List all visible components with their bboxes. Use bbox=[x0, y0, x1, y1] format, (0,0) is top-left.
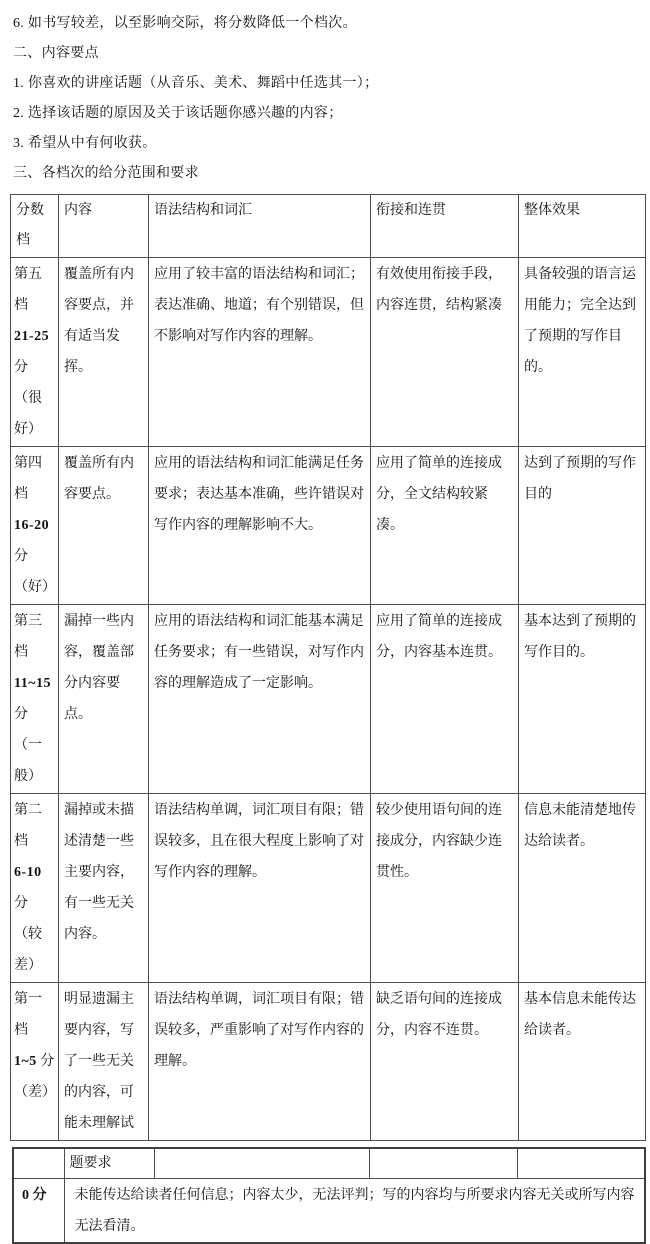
grammar-cell: 应用的语法结构和词汇能基本满足任务要求；有一些错误，对写作内容的理解造成了一定影响。 bbox=[149, 605, 371, 794]
tier-score-number: 16-20 bbox=[14, 518, 50, 533]
rubric-table bbox=[10, 194, 646, 1141]
intro-point-2: 2. 选择该话题的原因及关于该话题你感兴趣的内容； bbox=[13, 106, 343, 121]
tier-score bbox=[14, 1046, 55, 1077]
tier-score-unit: 分 bbox=[36, 1054, 55, 1069]
empty-cell bbox=[517, 1148, 645, 1179]
column-header-overall: 整体效果 bbox=[519, 195, 646, 258]
tier-cell-band2 bbox=[11, 794, 59, 983]
content-cell: 漏掉一些内容，覆盖部分内容要点。 bbox=[59, 605, 149, 794]
content-cell: 覆盖所有内容要点。 bbox=[59, 447, 149, 605]
tier-cell-band4 bbox=[11, 447, 59, 605]
tier-cell-band3 bbox=[11, 605, 59, 794]
cohesion-cell: 缺乏语句间的连接成分，内容不连贯。 bbox=[371, 983, 519, 1141]
overall-cell: 信息未能清楚地传达给读者。 bbox=[519, 794, 646, 983]
overall-cell: 具备较强的语言运用能力；完全达到了预期的写作目的。 bbox=[519, 258, 646, 447]
tier-name: 第四档 bbox=[14, 456, 42, 502]
requirement-cell: 题要求 bbox=[64, 1148, 154, 1179]
cohesion-cell: 有效使用衔接手段，内容连贯，结构紧凑 bbox=[371, 258, 519, 447]
zero-score-row bbox=[13, 1179, 645, 1244]
tier-score bbox=[14, 321, 55, 352]
zero-score-description-cell: 未能传达给读者任何信息；内容太少，无法评判；写的内容均与所要求内容无关或所写内容无法看清。 bbox=[64, 1179, 645, 1244]
tier-qualifier: 分（好） bbox=[14, 549, 56, 595]
intro-line-handwriting-note: 6. 如书写较差，以至影响交际，将分数降低一个档次。 bbox=[13, 16, 357, 31]
column-header-cohesion: 衔接和连贯 bbox=[371, 195, 519, 258]
tier-score bbox=[14, 857, 55, 888]
empty-cell bbox=[369, 1148, 517, 1179]
rubric-header-row bbox=[11, 195, 646, 258]
intro-heading-score-bands: 三、各档次的给分范围和要求 bbox=[13, 166, 199, 181]
tier-qualifier: 分（较差） bbox=[14, 896, 42, 973]
tier-score bbox=[14, 668, 55, 699]
content-cell: 覆盖所有内容要点，并有适当发挥。 bbox=[59, 258, 149, 447]
tier-score-number: 1~5 bbox=[14, 1054, 37, 1069]
rubric-row-band5 bbox=[11, 258, 646, 447]
overall-cell: 基本信息未能传达给读者。 bbox=[519, 983, 646, 1141]
cohesion-cell: 应用了简单的连接成分，全文结构较紧凑。 bbox=[371, 447, 519, 605]
intro-point-1: 1. 你喜欢的讲座话题（从音乐、美术、舞蹈中任选其一）； bbox=[13, 76, 379, 91]
tier-qualifier: 分（很好） bbox=[14, 360, 42, 437]
tier-name: 第五档 bbox=[14, 267, 42, 313]
zero-score-table bbox=[12, 1147, 646, 1244]
intro-point-3: 3. 希望从中有何收获。 bbox=[13, 136, 157, 151]
column-header-grammar: 语法结构和词汇 bbox=[149, 195, 371, 258]
tier-cell-band1 bbox=[11, 983, 59, 1141]
column-header-score-band: 分数档 bbox=[11, 195, 59, 258]
empty-cell bbox=[154, 1148, 369, 1179]
grammar-cell: 语法结构单调，词汇项目有限；错误较多，且在很大程度上影响了对写作内容的理解。 bbox=[149, 794, 371, 983]
tier-cell-band5 bbox=[11, 258, 59, 447]
tier-score bbox=[14, 510, 55, 541]
tier-qualifier: （差） bbox=[14, 1085, 56, 1100]
rubric-row-band4 bbox=[11, 447, 646, 605]
grammar-cell: 应用了较丰富的语法结构和词汇；表达准确、地道；有个别错误，但不影响对写作内容的理解。 bbox=[149, 258, 371, 447]
content-cell: 明显遗漏主要内容，写了一些无关的内容，可能未理解试 bbox=[59, 983, 149, 1141]
tier-name: 第二档 bbox=[14, 803, 42, 849]
requirement-continuation-row bbox=[13, 1148, 645, 1179]
rubric-row-band3 bbox=[11, 605, 646, 794]
cohesion-cell: 较少使用语句间的连接成分，内容缺少连贯性。 bbox=[371, 794, 519, 983]
overall-cell: 基本达到了预期的写作目的。 bbox=[519, 605, 646, 794]
column-header-content: 内容 bbox=[59, 195, 149, 258]
empty-cell bbox=[13, 1148, 64, 1179]
tier-name: 第三档 bbox=[14, 614, 42, 660]
tier-score-number: 11~15 bbox=[14, 676, 52, 691]
rubric-row-band1 bbox=[11, 983, 646, 1141]
overall-cell: 达到了预期的写作目的 bbox=[519, 447, 646, 605]
content-cell: 漏掉或未描述清楚一些主要内容，有一些无关内容。 bbox=[59, 794, 149, 983]
grammar-cell: 语法结构单调，词汇项目有限；错误较多，严重影响了对写作内容的理解。 bbox=[149, 983, 371, 1141]
zero-score-label-cell: 0 分 bbox=[13, 1179, 64, 1244]
tier-name: 第一档 bbox=[14, 992, 42, 1038]
tier-score-number: 21-25 bbox=[14, 329, 50, 344]
rubric-row-band2 bbox=[11, 794, 646, 983]
intro-heading-content-points: 二、内容要点 bbox=[13, 46, 99, 61]
tier-score-number: 6-10 bbox=[14, 865, 42, 880]
grammar-cell: 应用的语法结构和词汇能满足任务要求；表达基本准确，些许错误对写作内容的理解影响不大。 bbox=[149, 447, 371, 605]
cohesion-cell: 应用了简单的连接成分，内容基本连贯。 bbox=[371, 605, 519, 794]
tier-qualifier: 分（一般） bbox=[14, 707, 42, 784]
intro-section bbox=[13, 9, 650, 189]
